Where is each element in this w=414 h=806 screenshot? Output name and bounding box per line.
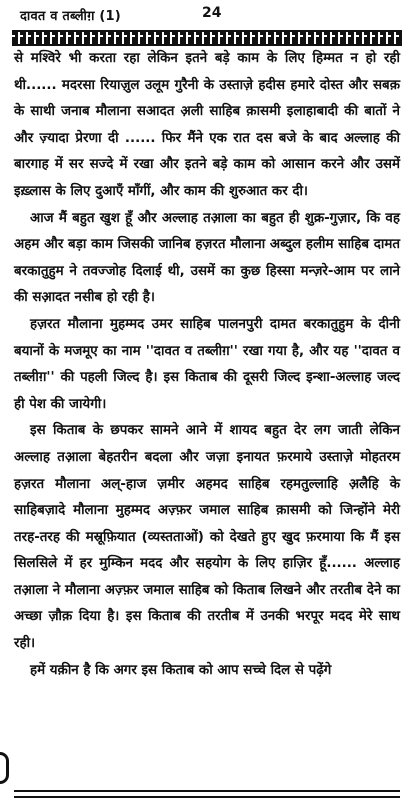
paragraph-5: हमें यक़ीन है कि अगर इस किताब को आप सच्चे दिल से पढ़ेंगे bbox=[30, 662, 332, 678]
page-edge-mark bbox=[0, 752, 9, 784]
paragraph-2: आज मैं बहुत खुश हूँ और अल्लाह तआ़ला का बहुत ही शुक्र-गुज़ार, कि वह अहम और बड़ा काम जिसकी जानिब हज़रत मौलाना अब्दुल हलीम साहिब दामत बरकातुहुम ने तवज्जोह दिलाई थी, उसमें का कुछ हिस्सा मन्ज़रे-आम पर लाने की सआ़दत नसीब हो रही है। bbox=[14, 210, 400, 306]
page-header bbox=[6, 4, 408, 28]
body-text bbox=[14, 46, 400, 684]
footer-rule bbox=[14, 790, 400, 798]
paragraph-1: से मश्विरे भी करता रहा लेकिन इतने बड़े काम के लिए हिम्मत न हो रही थी...... मदरसा रियाज़ुल उलूम गुरैनी के उस्ताज़े हदीस हमारे दोस्त और सबक़ के साथी जनाब मौलाना सआदत अ़ली साहिब क़ासमी इलाहाबादी की बातों ने और ज़्यादा प्रेरणा दी ...... फिर मैंने एक रात दस बजे के बाद अल्लाह की बारगाह में सर सज्दे में रखा और इतने बड़े काम को आसान करने और उसमें इख़्लास के लिए दुआएँ माँगीं, और काम की शुरुआत कर दी। bbox=[14, 51, 400, 199]
page-number: 24 bbox=[202, 5, 222, 21]
header-rule bbox=[12, 30, 402, 46]
running-title: दावत व तब्लीग़ (1) bbox=[20, 9, 121, 24]
paragraph-4: इस किताब के छपकर सामने आने में शायद बहुत देर लग जाती लेकिन अल्लाह तआ़ला बेहतरीन बदला और जज़ा इनायत फ़रमाये उस्ताज़े मोहतरम हज़रत मौलाना अल्-हाज ज़मीर अहमद साहिब रहमतुल्लाहि अ़लैहि के साहिबज़ादे मौलाना मुहम्मद अज़्फ़र जमाल साहिब क़ासमी को जिन्होंने मेरी तरह-तरह की मस्रूफ़ियात (व्यस्तताओं) को देखते हुए खुद फ़रमाया कि मैं इस सिलसिले में हर मुम्किन मदद और सहयोग के लिए हाज़िर हूँ...... अल्लाह तआ़ला ने मौलाना अज़्फ़र जमाल साहिब को किताब लिखने और तरतीब देने का अच्छा ज़ौक़ दिया है। इस किताब की तरतीब में उनकी भरपूर मदद मेरे साथ रही। bbox=[14, 423, 400, 652]
paragraph-3: हज़रत मौलाना मुहम्मद उमर साहिब पालनपुरी दामत बरकातुहुम के दीनी बयानों के मजमूए का नाम ''दावत व तब्लीग़'' रखा गया है, और यह ''दावत व तब्लीग़'' की पहली जिल्द है। इस किताब की दूसरी जिल्द इन्शा-अल्लाह जल्द ही पेश की जायेगी। bbox=[14, 316, 400, 412]
